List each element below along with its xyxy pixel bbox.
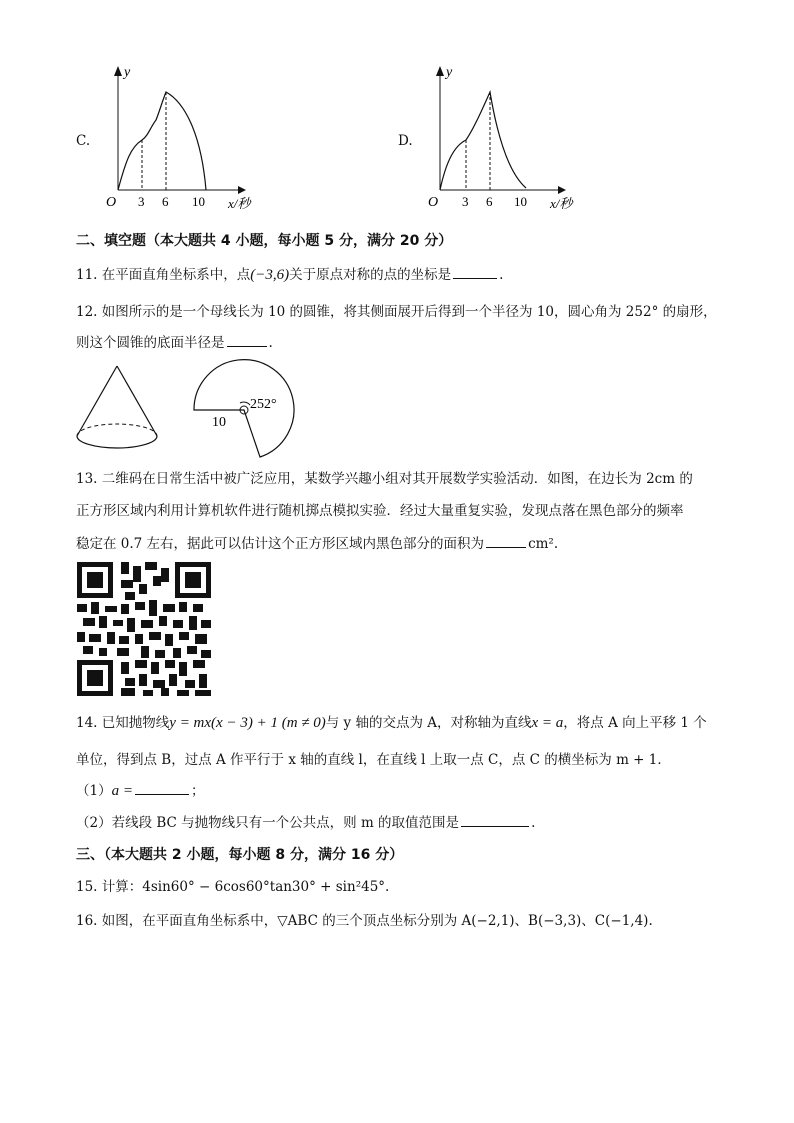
cone-figure [70, 360, 170, 460]
q14-line2 [76, 751, 671, 769]
q14-text-line2: 单位，得到点 B，过点 A 作平行于 x 轴的直线 l，在直线 l 上取一点 C，点 C 的横坐标为 m + 1． [76, 752, 671, 768]
q11-answer-blank[interactable] [453, 266, 497, 279]
q15-number: 15. [76, 879, 98, 895]
option-d-graph [398, 62, 588, 212]
d-x-axis-label: x/秒 [550, 196, 573, 211]
q11-number: 11. [76, 267, 98, 283]
q11-text-a: 在平面直角坐标系中，点 [101, 267, 251, 283]
question-11 [76, 266, 503, 284]
q13-line1 [76, 470, 693, 488]
q13-answer-blank[interactable] [486, 535, 526, 548]
d-tick-6: 6 [486, 194, 493, 209]
section3-heading: 三、（本大题共 2 小题，每小题 8 分，满分 16 分） [76, 847, 404, 863]
q13-unit: cm² [528, 536, 554, 552]
q13-text-line3: 稳定在 0.7 左右，据此可以估计这个正方形区域内黑色部分的面积为 [76, 536, 485, 552]
q13-line2 [76, 502, 684, 520]
c-tick-3: 3 [138, 194, 145, 209]
c-y-axis-label: y [124, 65, 131, 80]
d-tick-3: 3 [462, 194, 469, 209]
q12-number: 12. [76, 304, 98, 320]
q14-part1-text: a = [111, 783, 133, 799]
q14-part1 [76, 782, 204, 800]
d-tick-10: 10 [514, 194, 527, 209]
q15-expression: 4sin60° − 6cos60°tan30° + sin²45° [142, 879, 386, 895]
q13-number: 13. [76, 471, 98, 487]
q14-equation: y = mx(x − 3) + 1 (m ≠ 0) [169, 715, 326, 731]
q11-end: . [499, 267, 504, 283]
q12-text-line2: 则这个圆锥的底面半径是 [76, 335, 225, 351]
q13-text-line1: 二维码在日常生活中被广泛应用，某数学兴趣小组对其开展数学实验活动．如图，在边长为 2cm 的 [101, 471, 693, 487]
sector-radius-label: 10 [212, 415, 226, 430]
sector-angle-label: 252° [250, 397, 277, 412]
q13-line3 [76, 535, 558, 553]
question-16 [76, 912, 653, 930]
qr-code-figure [77, 562, 211, 696]
option-c [76, 62, 251, 212]
q12-line1 [76, 303, 717, 321]
q14-part2-text: 若线段 BC 与抛物线只有一个公共点，则 m 的取值范围是 [111, 815, 460, 831]
q11-point: (−3,6) [250, 267, 290, 283]
option-c-graph [76, 62, 251, 212]
d-y-axis-label: y [446, 65, 453, 80]
option-d [398, 62, 588, 212]
question-15 [76, 878, 389, 896]
q14-part1-blank[interactable] [135, 782, 189, 795]
option-d-label: D. [398, 133, 413, 149]
c-x-axis-label: x/秒 [228, 196, 251, 211]
q14-text-a: 已知抛物线 [101, 715, 170, 731]
q16-number: 16. [76, 913, 98, 929]
q12-line2 [76, 334, 273, 352]
q14-number: 14. [76, 715, 98, 731]
q14-axis-equation: x = a [531, 715, 564, 731]
q14-text-c: ，将点 A 向上平移 1 个 [563, 715, 707, 731]
q15-end: . [385, 879, 390, 895]
c-tick-10: 10 [192, 194, 205, 209]
q16-text: 如图，在平面直角坐标系中，▽ABC 的三个顶点坐标分别为 A(−2,1)、B(−3,3)、C(−1,4). [101, 913, 653, 929]
option-c-label: C. [76, 133, 91, 149]
c-origin-label: O [106, 195, 117, 210]
q15-label: 计算： [101, 879, 143, 895]
c-tick-6: 6 [162, 194, 169, 209]
d-origin-label: O [428, 195, 439, 210]
q14-line1 [76, 714, 707, 732]
sector-figure [186, 360, 306, 470]
q14-part2-label: （2） [76, 815, 112, 831]
section2-heading: 二、填空题（本大题共 4 小题，每小题 5 分，满分 20 分） [76, 233, 453, 249]
q14-part1-label: （1） [76, 783, 112, 799]
q12-answer-blank[interactable] [227, 334, 267, 347]
q14-part2-blank[interactable] [461, 814, 529, 827]
q14-part2 [76, 814, 535, 832]
q14-part1-end: ； [190, 783, 205, 799]
q12-end: . [268, 335, 273, 351]
q12-text-line1: 如图所示的是一个母线长为 10 的圆锥，将其侧面展开后得到一个半径为 10，圆心角为 252° 的扇形， [101, 304, 717, 320]
q13-end: . [553, 536, 559, 552]
q13-text-line2: 正方形区域内利用计算机软件进行随机掷点模拟实验．经过大量重复实验，发现点落在黑色部分的频率 [76, 503, 684, 519]
q14-text-b: 与 y 轴的交点为 A，对称轴为直线 [325, 715, 532, 731]
q14-part2-end: . [531, 815, 536, 831]
q11-text-b: 关于原点对称的点的坐标是 [289, 267, 452, 283]
